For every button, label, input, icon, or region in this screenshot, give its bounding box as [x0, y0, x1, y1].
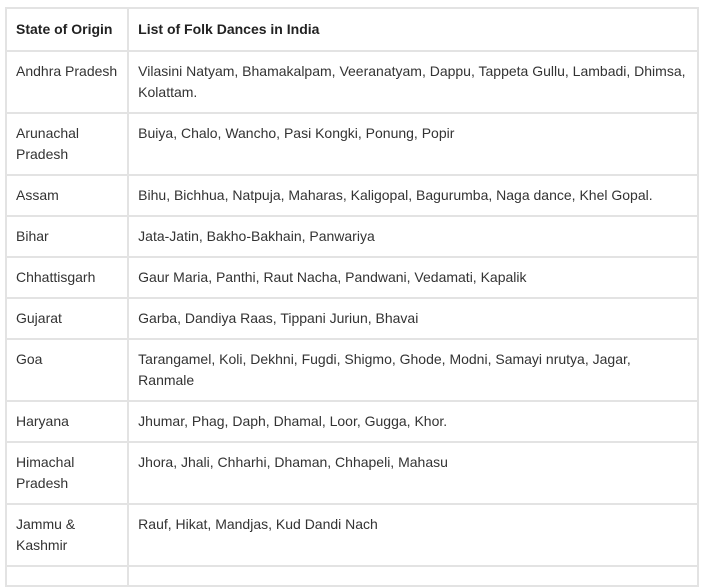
state-cell: Andhra Pradesh [6, 51, 128, 113]
state-cell: Bihar [6, 216, 128, 257]
state-cell: Chhattisgarh [6, 257, 128, 298]
dances-cell: Buiya, Chalo, Wancho, Pasi Kongki, Ponung, Popir [128, 113, 698, 175]
header-folk-dances: List of Folk Dances in India [128, 8, 698, 51]
dances-cell: Rauf, Hikat, Mandjas, Kud Dandi Nach [128, 504, 698, 566]
dances-cell: Bihu, Bichhua, Natpuja, Maharas, Kaligopal, Bagurumba, Naga dance, Khel Gopal. [128, 175, 698, 216]
table-row [6, 442, 698, 504]
table-row [6, 113, 698, 175]
folk-dances-table [5, 7, 699, 587]
dances-cell: Vilasini Natyam, Bhamakalpam, Veeranatyam, Dappu, Tappeta Gullu, Lambadi, Dhimsa, Kolattam. [128, 51, 698, 113]
dances-cell: Gaur Maria, Panthi, Raut Nacha, Pandwani, Vedamati, Kapalik [128, 257, 698, 298]
dances-cell: Jhora, Jhali, Chharhi, Dhaman, Chhapeli, Mahasu [128, 442, 698, 504]
dances-cell [128, 566, 698, 586]
table-row [6, 339, 698, 401]
dances-cell: Tarangamel, Koli, Dekhni, Fugdi, Shigmo, Ghode, Modni, Samayi nrutya, Jagar, Ranmale [128, 339, 698, 401]
table-row [6, 401, 698, 442]
state-cell: Haryana [6, 401, 128, 442]
dances-cell: Garba, Dandiya Raas, Tippani Juriun, Bhavai [128, 298, 698, 339]
state-cell: Assam [6, 175, 128, 216]
state-cell: Goa [6, 339, 128, 401]
state-cell: Jammu & Kashmir [6, 504, 128, 566]
table-row [6, 216, 698, 257]
dances-cell: Jhumar, Phag, Daph, Dhamal, Loor, Gugga, Khor. [128, 401, 698, 442]
state-cell: Gujarat [6, 298, 128, 339]
table-row [6, 175, 698, 216]
table-row [6, 257, 698, 298]
table-header-row [6, 8, 698, 51]
state-cell [6, 566, 128, 586]
table-row [6, 51, 698, 113]
dances-cell: Jata-Jatin, Bakho-Bakhain, Panwariya [128, 216, 698, 257]
header-state-of-origin: State of Origin [6, 8, 128, 51]
table-row [6, 298, 698, 339]
state-cell: Arunachal Pradesh [6, 113, 128, 175]
table-row [6, 504, 698, 566]
table-row-partial [6, 566, 698, 586]
state-cell: Himachal Pradesh [6, 442, 128, 504]
